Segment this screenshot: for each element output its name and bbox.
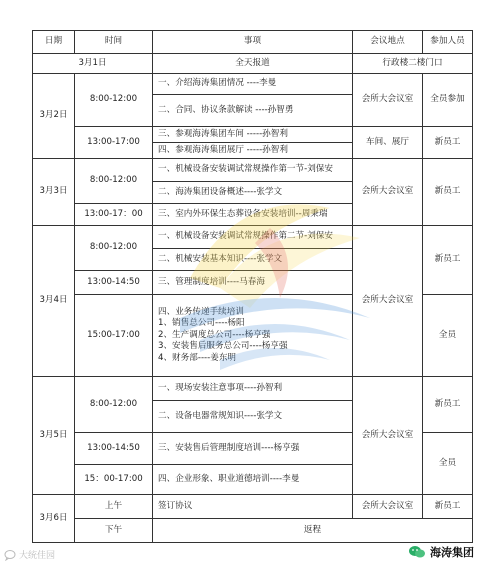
day4-item4-block [153, 295, 353, 377]
day3-place: 会所大会议室 [353, 159, 423, 226]
chat-bubble-icon [4, 549, 16, 561]
day5-item3: 三、安装售后管理制度培训----杨亨强 [153, 433, 353, 465]
day2-item1: 一、介绍海涛集团情况 ----李曼 [153, 74, 353, 95]
header-time: 时间 [75, 31, 153, 54]
header-place: 会议地点 [353, 31, 423, 54]
wechat-icon [408, 545, 426, 559]
day4-sub3: 3、安装售后服务总公司----杨亨强 [158, 341, 288, 352]
day6-date: 3月6日 [33, 495, 75, 543]
day4-time-pm2: 15:00-17:00 [75, 295, 153, 377]
table-row [33, 495, 473, 519]
day4-place: 会所大会议室 [353, 226, 423, 377]
day2-people-pm: 新员工 [423, 127, 473, 159]
table-row [33, 74, 473, 95]
day3-item2: 二、海涛集团设备概述----张学文 [153, 182, 353, 204]
day4-sub4: 4、财务部----姜东明 [158, 352, 237, 363]
day5-item2: 二、设备电器常规知识----张学文 [153, 401, 353, 433]
day4-item3: 三、管理制度培训----马春海 [153, 271, 353, 295]
header-people: 参加人员 [423, 31, 473, 54]
day2-place-am: 会所大会议室 [353, 74, 423, 127]
table-row [33, 519, 473, 543]
day5-time-pm2: 15：00-17:00 [75, 465, 153, 495]
day4-people-1: 新员工 [423, 226, 473, 295]
day2-people-am: 全员参加 [423, 74, 473, 127]
header-item: 事项 [153, 31, 353, 54]
day2-place-pm: 车间、展厅 [353, 127, 423, 159]
day2-time-pm: 13:00-17:00 [75, 127, 153, 159]
day3-item3: 三、室内外环保生态葬设备安装培训--周秉瑞 [153, 204, 353, 226]
table-row [33, 159, 473, 182]
day1-place: 行政楼二楼门口 [353, 54, 473, 74]
day4-item4: 四、业务传递手续培训 [158, 306, 244, 317]
day3-people: 新员工 [423, 159, 473, 226]
day2-item4: 四、参观海涛集团展厅 -----孙智利 [153, 143, 353, 159]
footer-right-text: 海涛集团 [430, 546, 474, 559]
day6-time-pm: 下午 [75, 519, 153, 543]
day4-time-pm1: 13:00-14:50 [75, 271, 153, 295]
day6-time-am: 上午 [75, 495, 153, 519]
day3-date: 3月3日 [33, 159, 75, 226]
day1-event: 全天报道 [153, 54, 353, 74]
header-date: 日期 [33, 31, 75, 54]
day4-item1: 一、机械设备安装调试常规操作第二节-刘保安 [153, 226, 353, 249]
day5-place: 会所大会议室 [353, 377, 423, 495]
day5-item4: 四、企业形象、职业道德培训----李曼 [153, 465, 353, 495]
table-row [33, 127, 473, 143]
day4-people-2: 全员 [423, 295, 473, 377]
day3-item1: 一、机械设备安装调试常规操作第一节-刘保安 [153, 159, 353, 182]
day5-people-1: 新员工 [423, 377, 473, 433]
day3-time-am: 8:00-12:00 [75, 159, 153, 204]
day2-time-am: 8:00-12:00 [75, 74, 153, 127]
table-header-row [33, 31, 473, 54]
day5-time-pm1: 13:00-14:50 [75, 433, 153, 465]
day2-date: 3月2日 [33, 74, 75, 159]
table-row [33, 54, 473, 74]
day4-time-am: 8:00-12:00 [75, 226, 153, 271]
footer-left-watermark [4, 548, 55, 561]
day6-place-am: 会所大会议室 [353, 495, 423, 519]
day4-item2: 二、机械安装基本知识----张学文 [153, 249, 353, 271]
table-row [33, 226, 473, 249]
footer-right-account [408, 544, 474, 560]
day5-date: 3月5日 [33, 377, 75, 495]
day2-item2: 二、合同、协议条款解读 ----孙智勇 [153, 95, 353, 127]
day3-time-pm: 13:00-17：00 [75, 204, 153, 226]
day4-date: 3月4日 [33, 226, 75, 377]
day2-item3: 三、参观海涛集团车间 -----孙智利 [153, 127, 353, 143]
day5-time-am: 8:00-12:00 [75, 377, 153, 433]
day6-people-am: 新员工 [423, 495, 473, 519]
day5-people-2: 全员 [423, 433, 473, 495]
footer-left-text: 大统佳园 [19, 551, 56, 561]
day5-item1: 一、现场安装注意事项----孙智利 [153, 377, 353, 401]
day1-date: 3月1日 [33, 54, 153, 74]
day4-sub2: 2、生产调度总公司----杨亨强 [158, 329, 271, 340]
day4-sub1: 1、销售总公司----杨阳 [158, 318, 245, 329]
day6-item-am: 签订协议 [153, 495, 353, 519]
day6-item-pm: 返程 [153, 519, 473, 543]
table-row [33, 377, 473, 401]
training-schedule-table [32, 30, 473, 543]
